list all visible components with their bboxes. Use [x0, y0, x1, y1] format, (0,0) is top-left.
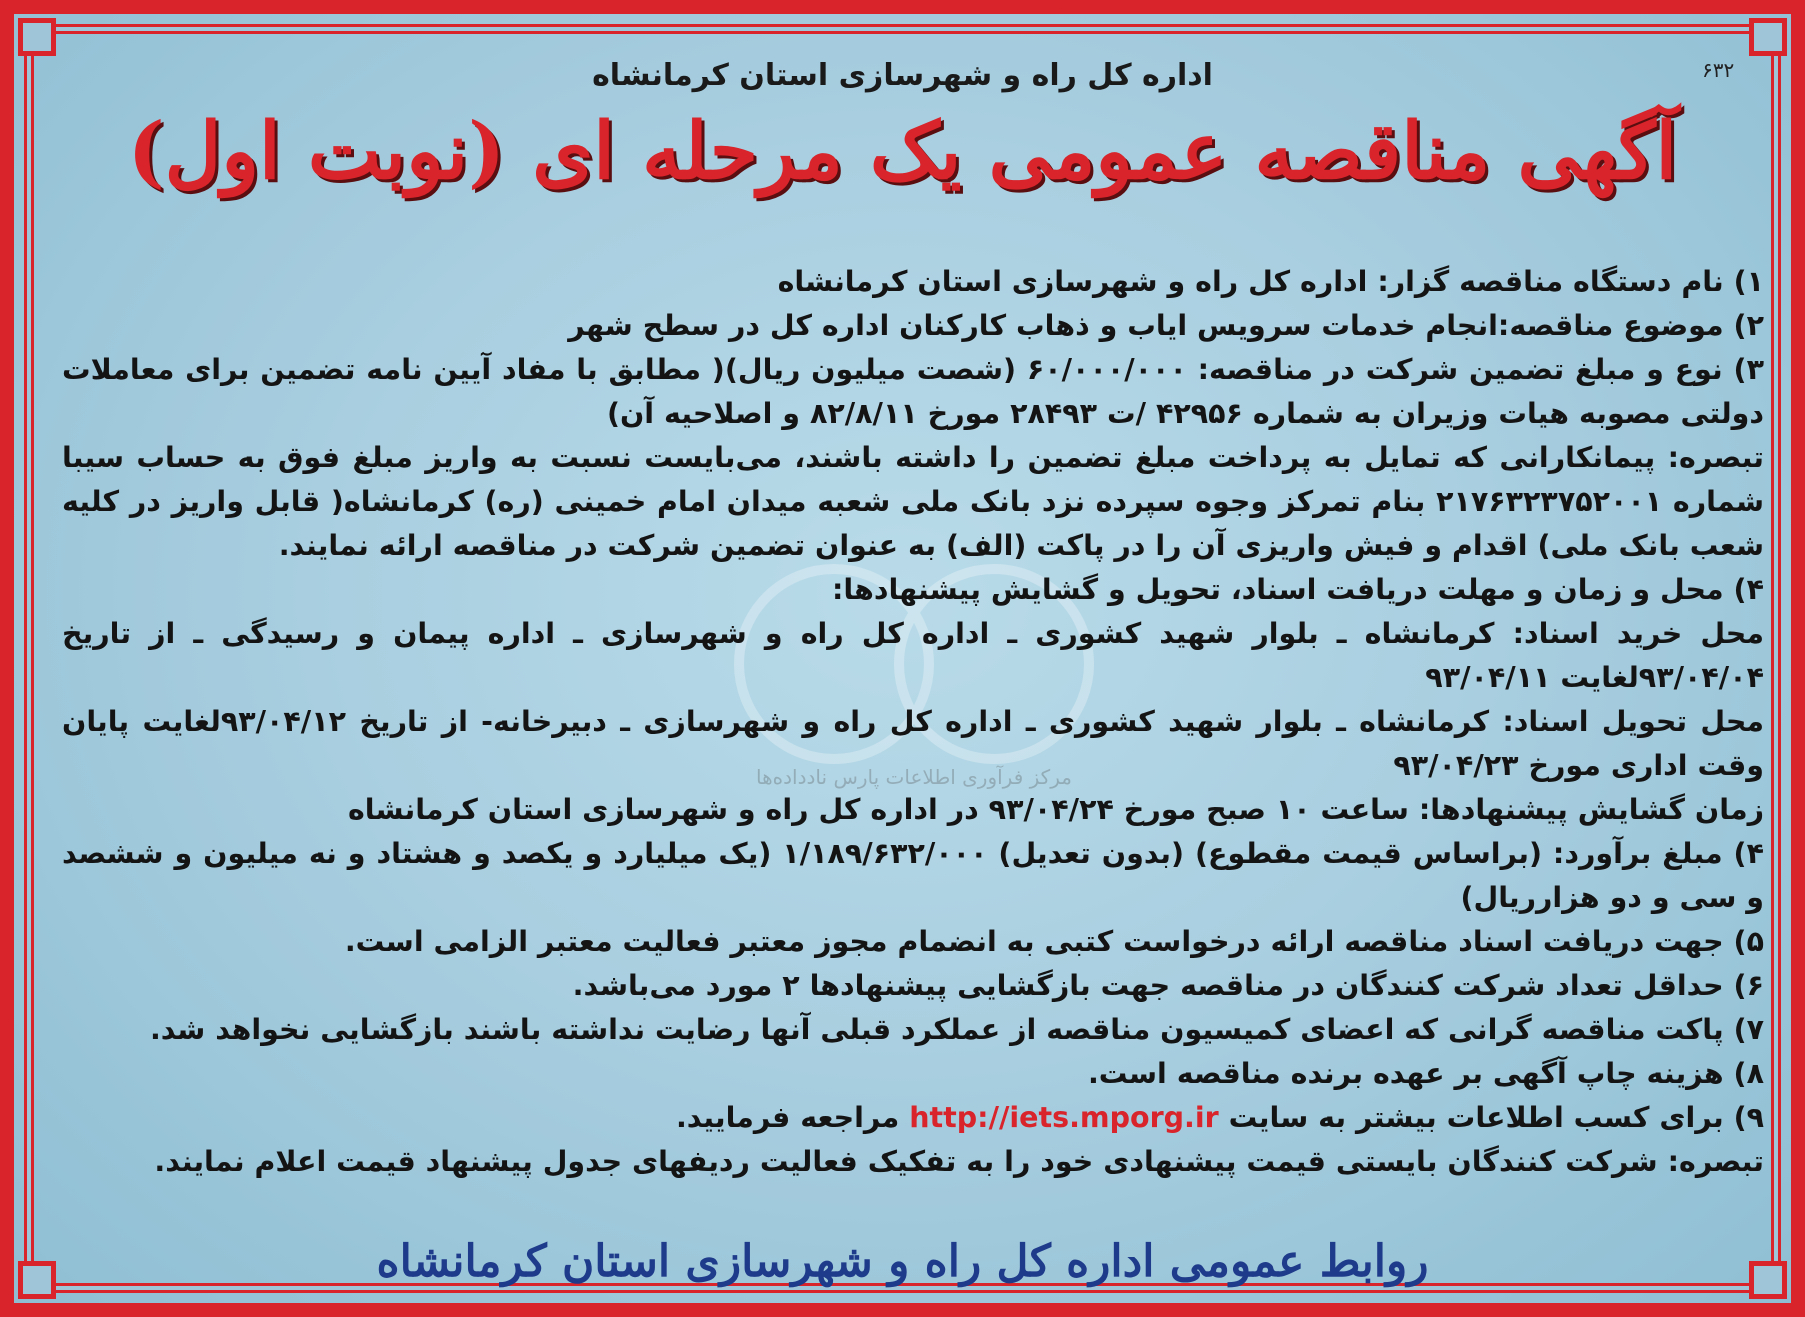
page-title: آگهی مناقصه عمومی یک مرحله ای (نوبت اول)	[127, 106, 1678, 197]
border-corner-ornament	[1749, 18, 1787, 56]
website-link[interactable]: http://iets.mporg.ir	[909, 1101, 1219, 1134]
item-more-info	[62, 1096, 1764, 1140]
item-tender-subject: ۲) موضوع مناقصه:انجام خدمات سرویس ایاب و ذهاب کارکنان اداره کل در سطح شهر	[568, 309, 1764, 342]
page-number: ۶۳۲	[1702, 58, 1735, 82]
organization-header: اداره کل راه و شهرسازی استان کرمانشاه	[592, 58, 1213, 93]
more-info-suffix: مراجعه فرمایید.	[675, 1101, 900, 1134]
opening-time: زمان گشایش پیشنهادها: ساعت ۱۰ صبح مورخ ۹۳/۰۴/۲۴ در اداره کل راه و شهرسازی استان کرمانشاه	[347, 793, 1764, 826]
footer-signature: روابط عمومی اداره کل راه و شهرسازی استان کرمانشاه	[376, 1236, 1429, 1287]
purchase-location: محل خرید اسناد: کرمانشاه ـ بلوار شهید کشوری ـ اداره کل راه و شهرسازی ـ اداره پیمان و رسیدگی ـ از تاریخ ۹۳/۰۴/۰۴لغایت ۹۳/۰۴/۱۱	[62, 617, 1764, 694]
note-price-breakdown: تبصره: شرکت کنندگان بایستی قیمت پیشنهادی خود را به تفکیک فعالیت ردیفهای جدول پیشنهاد قیمت اعلام نمایند.	[154, 1145, 1764, 1178]
item-guarantee: ۳) نوع و مبلغ تضمین شرکت در مناقصه: ۶۰/۰۰۰/۰۰۰ (شصت میلیون ریال)( مطابق با مفاد آیین نامه تضمین برای معاملات دولتی مصوبه هیات وزیران به شماره ۴۲۹۵۶ /ت ۲۸۴۹۳ مورخ ۸۲/۸/۱۱ و اصلاحیه آن)	[62, 353, 1764, 430]
item-publication-cost: ۸) هزینه چاپ آگهی بر عهده برنده مناقصه است.	[1087, 1057, 1764, 1090]
item-envelope-rejection: ۷) پاکت مناقصه گرانی که اعضای کمیسیون مناقصه از عملکرد قبلی آنها رضایت نداشته باشند بازگشایی نخواهد شد.	[149, 1013, 1764, 1046]
note-guarantee-payment: تبصره: پیمانکارانی که تمایل به پرداخت مبلغ تضمین را داشته باشند، می‌بایست نسبت به واریز مبلغ فوق به حساب سیبا شماره ۲۱۷۶۳۲۳۷۵۲۰۰۱ بنام تمرکز وجوه سپرده نزد بانک ملی شعبه میدان امام خمینی (ره) کرمانشاه( قابل واریز در کلیه شعب بانک ملی) اقدام و فیش واریزی آن را در پاکت (الف) به عنوان تضمین شرکت در مناقصه ارائه نمایند.	[62, 441, 1764, 562]
announcement-body	[62, 260, 1764, 1184]
item-estimated-amount: ۴) مبلغ برآورد: (براساس قیمت مقطوع) (بدون تعدیل) ۱/۱۸۹/۶۳۲/۰۰۰ (یک میلیارد و یکصد و هشتاد و نه میلیون و ششصد و سی و دو هزارریال)	[62, 837, 1764, 914]
item-minimum-participants: ۶) حداقل تعداد شرکت کنندگان در مناقصه جهت بازگشایی پیشنهادها ۲ مورد می‌باشد.	[572, 969, 1764, 1002]
border-corner-ornament	[18, 18, 56, 56]
delivery-location: محل تحویل اسناد: کرمانشاه ـ بلوار شهید کشوری ـ اداره کل راه و شهرسازی ـ دبیرخانه- از تاریخ ۹۳/۰۴/۱۲لغایت پایان وقت اداری مورخ ۹۳/۰۴/۲۳	[62, 705, 1764, 782]
item-documents-schedule: ۴) محل و زمان و مهلت دریافت اسناد، تحویل و گشایش پیشنهادها:	[831, 573, 1764, 606]
watermark-text: مرکز فرآوری اطلاعات پارس نادداده‌ها	[756, 765, 1072, 789]
item-tender-authority: ۱) نام دستگاه مناقصه گزار: اداره کل راه و شهرسازی استان کرمانشاه	[777, 265, 1764, 298]
item-document-request: ۵) جهت دریافت اسناد مناقصه ارائه درخواست کتبی به انضمام مجوز معتبر فعالیت معتبر الزامی است.	[344, 925, 1764, 958]
more-info-prefix: ۹) برای کسب اطلاعات بیشتر به سایت	[1228, 1101, 1764, 1134]
